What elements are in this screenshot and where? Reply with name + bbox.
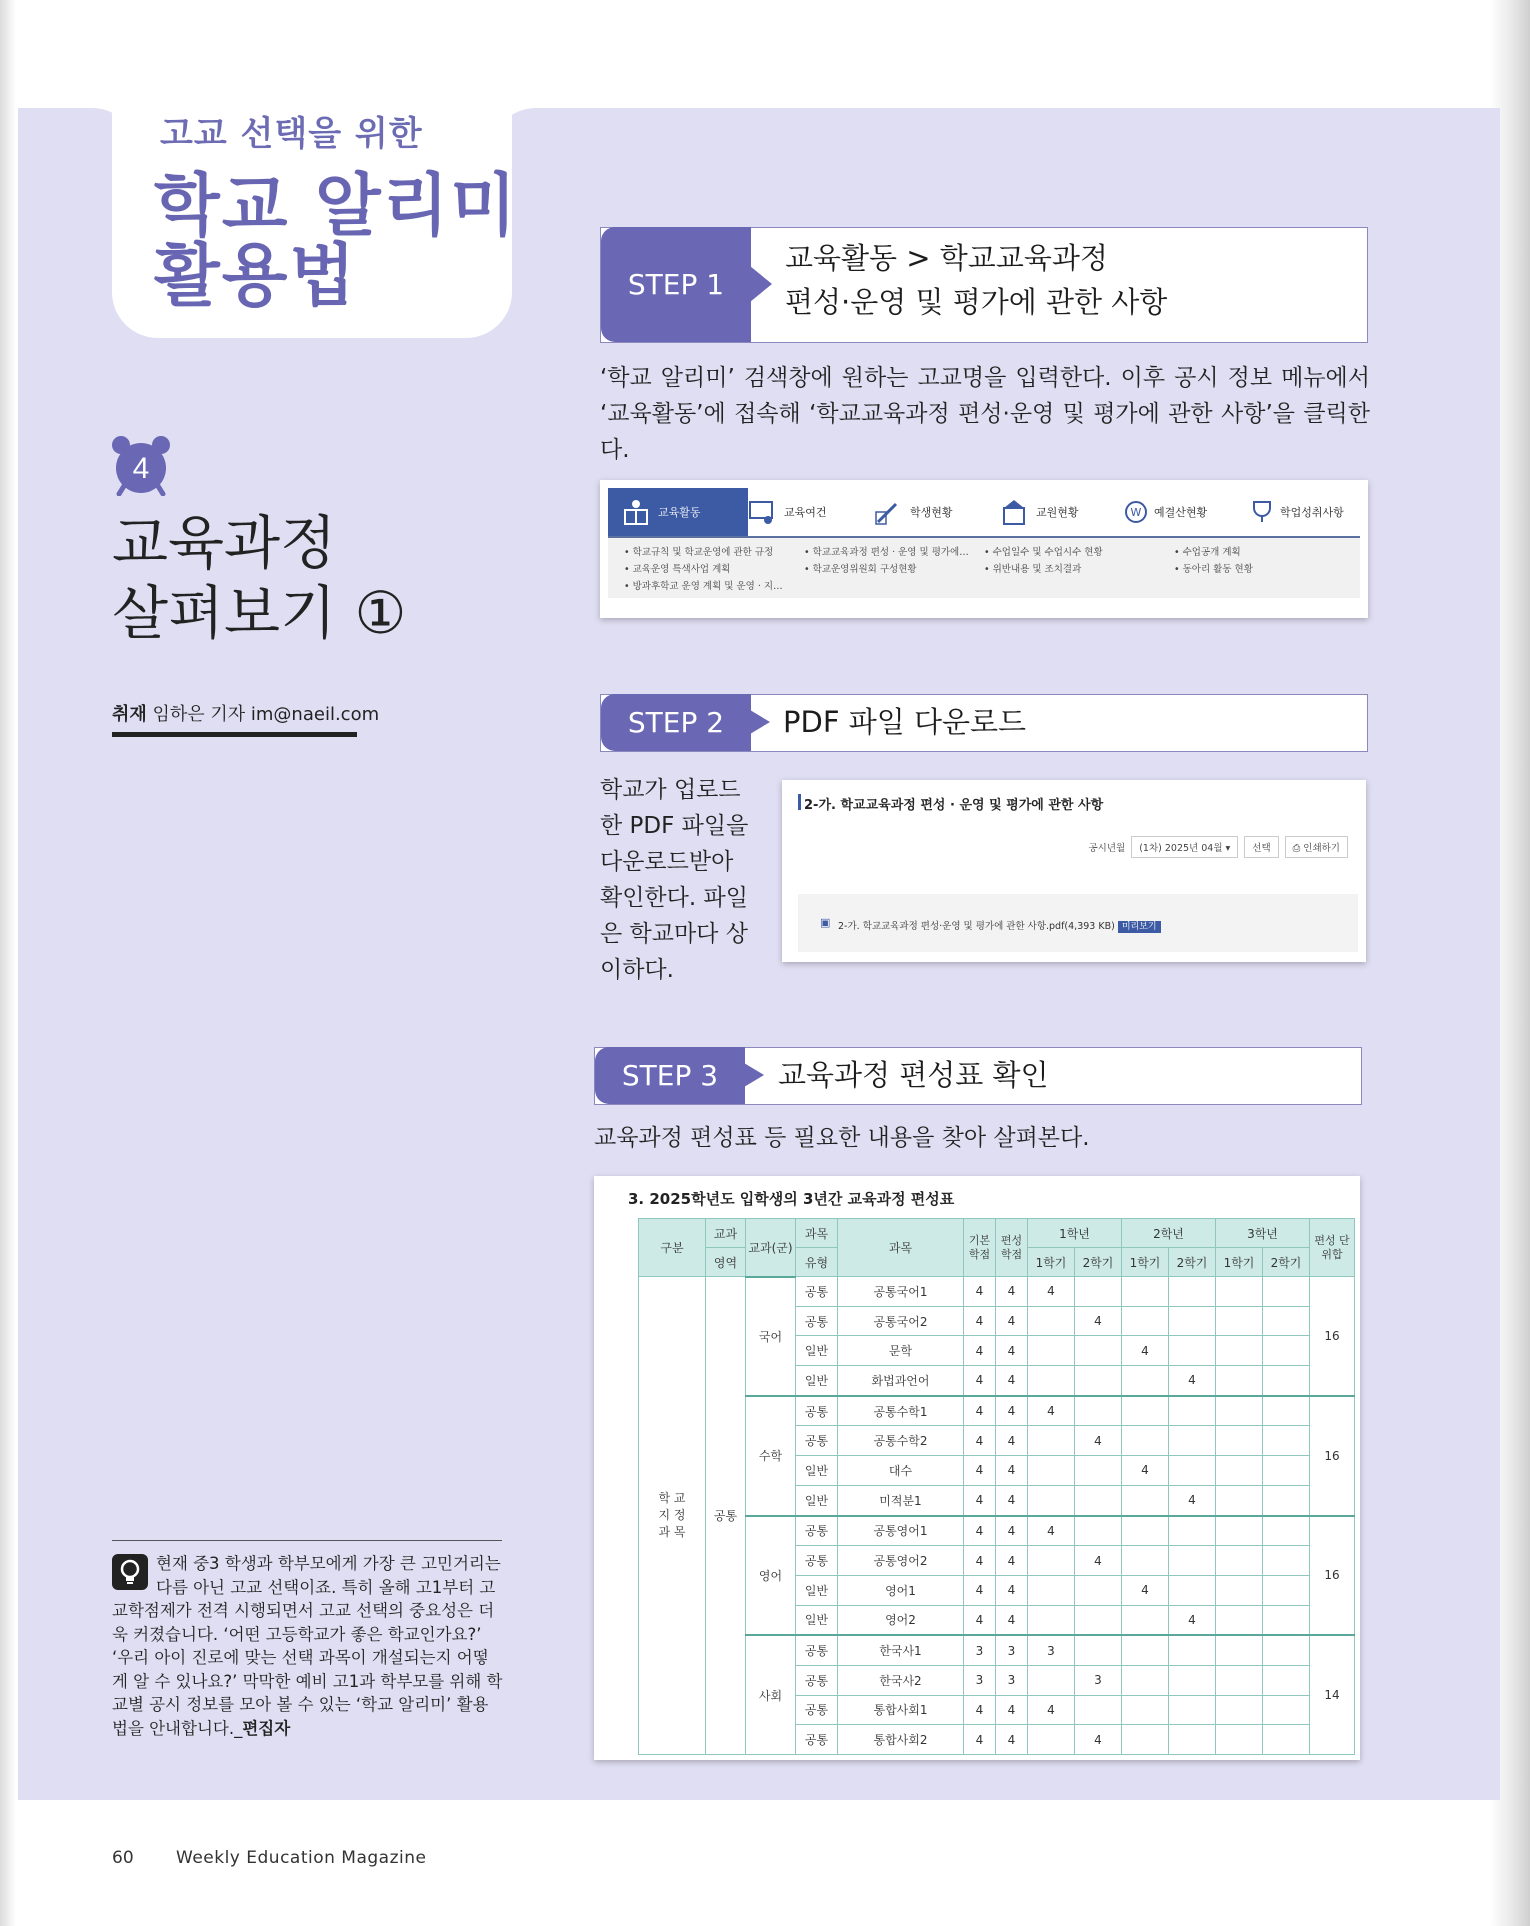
section-title-line1: 교육과정 bbox=[112, 509, 337, 577]
semester-cell: 3 bbox=[1075, 1665, 1122, 1695]
step2-tab-label: STEP 2 bbox=[627, 706, 725, 739]
semester-cell bbox=[1263, 1426, 1310, 1456]
pencil-icon bbox=[874, 498, 902, 526]
trophy-icon bbox=[1248, 498, 1276, 526]
base-credit-cell: 4 bbox=[964, 1336, 996, 1366]
header-type-top: 과목 bbox=[796, 1219, 838, 1248]
site-nav bbox=[608, 488, 1360, 538]
header-sem: 1학기 bbox=[1028, 1248, 1075, 1277]
disclosure-title: 2-가. 학교교육과정 편성 · 운영 및 평가에 관한 사항 bbox=[804, 798, 1104, 813]
byline-underline bbox=[112, 732, 357, 737]
semester-cell bbox=[1028, 1665, 1075, 1695]
submenu-col1 bbox=[624, 544, 783, 595]
semester-cell bbox=[1263, 1306, 1310, 1336]
semester-cell bbox=[1263, 1575, 1310, 1605]
intro-author: 편집자 bbox=[242, 1718, 291, 1738]
base-credit-cell: 4 bbox=[964, 1605, 996, 1635]
type-cell: 일반 bbox=[796, 1366, 838, 1396]
subject-cell: 공통수학1 bbox=[838, 1396, 964, 1426]
byline-label: 취재 bbox=[112, 704, 147, 725]
table-row bbox=[639, 1635, 1355, 1665]
semester-cell bbox=[1028, 1426, 1075, 1456]
base-credit-cell: 4 bbox=[964, 1485, 996, 1515]
book-icon bbox=[622, 498, 650, 526]
base-credit-cell: 4 bbox=[964, 1306, 996, 1336]
step2-desc: 학교가 업로드한 PDF 파일을 다운로드받아 확인한다. 파일은 학교마다 상이하다. bbox=[600, 777, 749, 983]
org-credit-cell: 4 bbox=[996, 1396, 1028, 1426]
attachment-link[interactable]: 2-가. 학교교육과정 편성·운영 및 평가에 관한 사항.pdf(4,393 KB) bbox=[838, 921, 1115, 932]
type-cell: 공통 bbox=[796, 1277, 838, 1307]
semester-cell bbox=[1216, 1725, 1263, 1755]
type-cell: 공통 bbox=[796, 1725, 838, 1755]
disclosure-date-label: 공시년월 bbox=[1088, 843, 1126, 854]
semester-cell bbox=[1122, 1665, 1169, 1695]
subject-cell: 문학 bbox=[838, 1336, 964, 1366]
semester-cell bbox=[1216, 1336, 1263, 1366]
submenu-col4 bbox=[1174, 544, 1253, 578]
semester-cell: 3 bbox=[1028, 1635, 1075, 1665]
subject-cell: 통합사회2 bbox=[838, 1725, 964, 1755]
semester-cell bbox=[1169, 1456, 1216, 1486]
base-credit-cell: 4 bbox=[964, 1366, 996, 1396]
semester-cell bbox=[1263, 1366, 1310, 1396]
semester-cell bbox=[1122, 1485, 1169, 1515]
semester-cell bbox=[1263, 1695, 1310, 1725]
svg-text:W: W bbox=[1130, 506, 1142, 519]
step3-title: 교육과정 편성표 확인 bbox=[778, 1058, 1049, 1092]
semester-cell bbox=[1028, 1725, 1075, 1755]
semester-cell bbox=[1169, 1575, 1216, 1605]
base-credit-cell: 4 bbox=[964, 1725, 996, 1755]
semester-cell bbox=[1216, 1665, 1263, 1695]
semester-cell bbox=[1263, 1516, 1310, 1546]
semester-cell bbox=[1263, 1665, 1310, 1695]
org-credit-cell: 4 bbox=[996, 1306, 1028, 1336]
subject-cell: 공통수학2 bbox=[838, 1426, 964, 1456]
semester-cell bbox=[1169, 1725, 1216, 1755]
subject-cell: 공통영어2 bbox=[838, 1546, 964, 1576]
semester-cell bbox=[1169, 1546, 1216, 1576]
select-button[interactable]: 선택 bbox=[1244, 836, 1278, 858]
site-submenu bbox=[608, 538, 1360, 598]
nav-label: 교육활동 bbox=[658, 506, 701, 519]
intro-paragraph bbox=[112, 1552, 504, 1740]
coin-icon bbox=[1122, 498, 1150, 526]
intro-text: 현재 중3 학생과 학부모에게 가장 큰 고민거리는 다름 아닌 고교 선택이죠. 특히 올해 고1부터 고교학점제가 전격 시행되면서 고교 선택의 중요성은 더욱 커졌습니다. ‘어떤 고등학교가 좋은 학교인가요?’ ‘우리 아이 진로에 맞는 선택 과목이 개설되는지 어떻게 알 수 있나요?’ 막막한 예비 고1과 학부모를 위해 학교별 공시 정보를 모아 볼 수 있는 ‘학교 알리미’ 활용법을 안내합니다._ bbox=[112, 1554, 503, 1738]
semester-cell bbox=[1122, 1277, 1169, 1307]
step2-arrow bbox=[750, 694, 772, 751]
header-subject: 과목 bbox=[838, 1219, 964, 1277]
base-credit-cell: 4 bbox=[964, 1277, 996, 1307]
page-left-edge bbox=[0, 0, 16, 1926]
submenu-link-curriculum[interactable]: • 학교교육과정 편성 · 운영 및 평가에… bbox=[804, 547, 969, 558]
type-cell: 공통 bbox=[796, 1306, 838, 1336]
subject-cell: 화법과언어 bbox=[838, 1366, 964, 1396]
title-marker bbox=[798, 794, 801, 810]
submenu-link[interactable]: • 수업공개 계획 bbox=[1174, 547, 1241, 558]
sum-cell: 16 bbox=[1310, 1516, 1355, 1636]
series-title-line2: 활용법 bbox=[154, 237, 358, 316]
semester-cell bbox=[1263, 1635, 1310, 1665]
semester-cell bbox=[1216, 1277, 1263, 1307]
semester-cell bbox=[1028, 1605, 1075, 1635]
semester-cell: 4 bbox=[1122, 1575, 1169, 1605]
base-credit-cell: 4 bbox=[964, 1426, 996, 1456]
subject-cell: 영어2 bbox=[838, 1605, 964, 1635]
curriculum-table-screenshot bbox=[594, 1176, 1360, 1760]
curriculum-table bbox=[638, 1218, 1355, 1755]
submenu-col2 bbox=[804, 544, 969, 578]
semester-cell: 4 bbox=[1075, 1546, 1122, 1576]
step3-tab-label: STEP 3 bbox=[621, 1059, 719, 1092]
semester-cell bbox=[1122, 1516, 1169, 1546]
header-sem: 1학기 bbox=[1216, 1248, 1263, 1277]
header-year3: 3학년 bbox=[1216, 1219, 1310, 1248]
subject-cell: 공통영어1 bbox=[838, 1516, 964, 1546]
semester-cell bbox=[1075, 1336, 1122, 1366]
semester-cell bbox=[1122, 1605, 1169, 1635]
section-title-line2: 살펴보기 ① bbox=[112, 579, 407, 647]
semester-cell bbox=[1122, 1366, 1169, 1396]
org-credit-cell: 4 bbox=[996, 1516, 1028, 1546]
semester-cell bbox=[1122, 1635, 1169, 1665]
semester-cell bbox=[1216, 1546, 1263, 1576]
submenu-link[interactable]: • 교육운영 특색사업 계획 bbox=[624, 564, 731, 575]
org-credit-cell: 4 bbox=[996, 1575, 1028, 1605]
base-credit-cell: 3 bbox=[964, 1635, 996, 1665]
semester-cell bbox=[1028, 1575, 1075, 1605]
submenu-link[interactable]: • 동아리 활동 현황 bbox=[1174, 564, 1253, 575]
subject-cell: 통합사회1 bbox=[838, 1695, 964, 1725]
semester-cell bbox=[1263, 1485, 1310, 1515]
org-credit-cell: 3 bbox=[996, 1665, 1028, 1695]
semester-cell bbox=[1216, 1695, 1263, 1725]
semester-cell bbox=[1216, 1306, 1263, 1336]
org-credit-cell: 4 bbox=[996, 1456, 1028, 1486]
semester-cell bbox=[1122, 1725, 1169, 1755]
submenu-link[interactable]: • 학교규칙 및 학교운영에 관한 규정 bbox=[624, 547, 774, 558]
type-cell: 일반 bbox=[796, 1575, 838, 1605]
nav-tab-education-conditions[interactable] bbox=[734, 488, 874, 536]
semester-cell: 4 bbox=[1169, 1605, 1216, 1635]
base-credit-cell: 4 bbox=[964, 1546, 996, 1576]
step1-tab bbox=[601, 227, 751, 342]
semester-cell bbox=[1122, 1426, 1169, 1456]
lightbulb-icon bbox=[112, 1554, 148, 1590]
semester-cell bbox=[1169, 1695, 1216, 1725]
org-credit-cell: 4 bbox=[996, 1485, 1028, 1515]
org-credit-cell: 4 bbox=[996, 1546, 1028, 1576]
header-area-bot: 영역 bbox=[706, 1248, 746, 1277]
disclosure-date-select[interactable]: (1차) 2025년 04월 ▾ bbox=[1131, 836, 1238, 858]
step1-title bbox=[785, 236, 1167, 324]
semester-cell: 4 bbox=[1075, 1306, 1122, 1336]
semester-cell bbox=[1075, 1516, 1122, 1546]
board-icon bbox=[748, 498, 776, 526]
nav-label: 예결산현황 bbox=[1154, 506, 1208, 519]
semester-cell bbox=[1216, 1456, 1263, 1486]
semester-cell bbox=[1216, 1485, 1263, 1515]
semester-cell: 4 bbox=[1169, 1485, 1216, 1515]
type-cell: 일반 bbox=[796, 1485, 838, 1515]
subject-cell: 공통국어2 bbox=[838, 1306, 964, 1336]
semester-cell bbox=[1028, 1456, 1075, 1486]
step2-tab bbox=[601, 694, 751, 751]
org-credit-cell: 4 bbox=[996, 1695, 1028, 1725]
header-org-credit: 편성 학점 bbox=[996, 1219, 1028, 1277]
header-sem: 2학기 bbox=[1075, 1248, 1122, 1277]
type-cell: 공통 bbox=[796, 1635, 838, 1665]
semester-cell: 4 bbox=[1169, 1366, 1216, 1396]
semester-cell bbox=[1263, 1277, 1310, 1307]
series-title-line1: 학교 알리미 bbox=[154, 167, 519, 246]
semester-cell bbox=[1263, 1336, 1310, 1366]
nav-tab-achievement[interactable] bbox=[1238, 488, 1370, 536]
semester-cell bbox=[1169, 1516, 1216, 1546]
submenu-link[interactable]: • 방과후학교 운영 계획 및 운영 · 지… bbox=[624, 581, 783, 592]
school-building-icon bbox=[1000, 498, 1028, 526]
submenu-link[interactable]: • 학교운영위원회 구성현황 bbox=[804, 564, 917, 575]
semester-cell: 4 bbox=[1075, 1426, 1122, 1456]
step1-title-line1: 교육활동 > 학교교육과정 bbox=[785, 241, 1108, 275]
subject-cell: 미적분1 bbox=[838, 1485, 964, 1515]
type-cell: 공통 bbox=[796, 1396, 838, 1426]
semester-cell bbox=[1169, 1426, 1216, 1456]
area-cell: 공통 bbox=[706, 1277, 746, 1755]
semester-cell bbox=[1263, 1605, 1310, 1635]
pdf-download-screenshot bbox=[782, 780, 1366, 962]
base-credit-cell: 4 bbox=[964, 1575, 996, 1605]
semester-cell bbox=[1216, 1396, 1263, 1426]
sum-cell: 14 bbox=[1310, 1635, 1355, 1754]
nav-tab-education-activity[interactable] bbox=[608, 488, 748, 536]
section-number: 4 bbox=[132, 452, 150, 485]
file-icon: ▣ bbox=[820, 916, 831, 929]
semester-cell bbox=[1216, 1366, 1263, 1396]
step3-arrow bbox=[744, 1047, 766, 1104]
alarm-clock-icon bbox=[110, 434, 172, 496]
curriculum-table-body bbox=[639, 1277, 1355, 1755]
semester-cell bbox=[1216, 1516, 1263, 1546]
semester-cell bbox=[1216, 1635, 1263, 1665]
sum-cell: 16 bbox=[1310, 1396, 1355, 1516]
gubun-cell: 학 교 지 정 과 목 bbox=[639, 1277, 706, 1755]
org-credit-cell: 4 bbox=[996, 1336, 1028, 1366]
semester-cell bbox=[1216, 1426, 1263, 1456]
semester-cell bbox=[1263, 1546, 1310, 1576]
semester-cell: 4 bbox=[1028, 1396, 1075, 1426]
semester-cell bbox=[1075, 1277, 1122, 1307]
semester-cell bbox=[1028, 1306, 1075, 1336]
step2-title: PDF 파일 다운로드 bbox=[783, 705, 1027, 739]
base-credit-cell: 4 bbox=[964, 1396, 996, 1426]
print-label: 인쇄하기 bbox=[1303, 843, 1340, 854]
table-row bbox=[639, 1516, 1355, 1546]
type-cell: 공통 bbox=[796, 1426, 838, 1456]
group-cell: 영어 bbox=[746, 1516, 796, 1636]
type-cell: 일반 bbox=[796, 1336, 838, 1366]
semester-cell bbox=[1169, 1665, 1216, 1695]
step1-arrow bbox=[750, 227, 774, 342]
header-sum: 편성 단위합 bbox=[1310, 1219, 1355, 1277]
semester-cell bbox=[1122, 1306, 1169, 1336]
header-group: 교과(군) bbox=[746, 1219, 796, 1277]
header-year1: 1학년 bbox=[1028, 1219, 1122, 1248]
step3-desc: 교육과정 편성표 등 필요한 내용을 찾아 살펴본다. bbox=[594, 1125, 1090, 1151]
type-cell: 공통 bbox=[796, 1665, 838, 1695]
header-base-credit: 기본 학점 bbox=[964, 1219, 996, 1277]
semester-cell: 4 bbox=[1122, 1336, 1169, 1366]
semester-cell bbox=[1122, 1396, 1169, 1426]
semester-cell bbox=[1028, 1546, 1075, 1576]
semester-cell bbox=[1169, 1277, 1216, 1307]
header-sem: 2학기 bbox=[1263, 1248, 1310, 1277]
header-year2: 2학년 bbox=[1122, 1219, 1216, 1248]
type-cell: 공통 bbox=[796, 1695, 838, 1725]
semester-cell bbox=[1028, 1336, 1075, 1366]
org-credit-cell: 4 bbox=[996, 1277, 1028, 1307]
org-credit-cell: 4 bbox=[996, 1725, 1028, 1755]
semester-cell bbox=[1122, 1546, 1169, 1576]
step1-title-line2: 편성·운영 및 평가에 관한 사항 bbox=[785, 285, 1168, 319]
semester-cell bbox=[1075, 1575, 1122, 1605]
semester-cell: 4 bbox=[1122, 1456, 1169, 1486]
nav-label: 교원현황 bbox=[1036, 506, 1079, 519]
nav-label: 교육여건 bbox=[784, 506, 827, 519]
base-credit-cell: 3 bbox=[964, 1665, 996, 1695]
semester-cell bbox=[1169, 1396, 1216, 1426]
base-credit-cell: 4 bbox=[964, 1456, 996, 1486]
semester-cell bbox=[1075, 1485, 1122, 1515]
semester-cell bbox=[1075, 1366, 1122, 1396]
semester-cell bbox=[1028, 1485, 1075, 1515]
semester-cell: 4 bbox=[1028, 1695, 1075, 1725]
subject-cell: 공통국어1 bbox=[838, 1277, 964, 1307]
submenu-link[interactable]: • 수업일수 및 수업시수 현황 bbox=[984, 547, 1103, 558]
submenu-col3 bbox=[984, 544, 1103, 578]
series-kicker: 고교 선택을 위한 bbox=[160, 114, 423, 154]
page-number: 60 bbox=[112, 1848, 134, 1868]
semester-cell bbox=[1169, 1336, 1216, 1366]
type-cell: 일반 bbox=[796, 1456, 838, 1486]
nav-label: 학생현황 bbox=[910, 506, 953, 519]
curriculum-table-title: 3. 2025학년도 입학생의 3년간 교육과정 편성표 bbox=[628, 1190, 955, 1208]
nav-label: 학업성취사항 bbox=[1280, 506, 1344, 519]
table-row bbox=[639, 1277, 1355, 1307]
header-gubun: 구분 bbox=[639, 1219, 706, 1277]
subject-cell: 영어1 bbox=[838, 1575, 964, 1605]
attachment-row bbox=[798, 894, 1358, 952]
type-cell: 일반 bbox=[796, 1605, 838, 1635]
header-sem: 1학기 bbox=[1122, 1248, 1169, 1277]
byline bbox=[112, 700, 379, 726]
site-menu-screenshot bbox=[600, 480, 1368, 618]
print-button[interactable]: ⎙ 인쇄하기 bbox=[1285, 836, 1348, 858]
disclosure-controls bbox=[1088, 836, 1348, 858]
magazine-name: Weekly Education Magazine bbox=[176, 1848, 427, 1868]
semester-cell bbox=[1263, 1725, 1310, 1755]
base-credit-cell: 4 bbox=[964, 1695, 996, 1725]
semester-cell bbox=[1075, 1605, 1122, 1635]
step1-tab-label: STEP 1 bbox=[627, 268, 725, 301]
org-credit-cell: 4 bbox=[996, 1366, 1028, 1396]
semester-cell bbox=[1075, 1396, 1122, 1426]
select-value: (1차) 2025년 04월 bbox=[1139, 843, 1223, 854]
org-credit-cell: 3 bbox=[996, 1635, 1028, 1665]
type-cell: 공통 bbox=[796, 1546, 838, 1576]
semester-cell bbox=[1169, 1306, 1216, 1336]
semester-cell bbox=[1075, 1456, 1122, 1486]
section-title bbox=[112, 508, 407, 648]
submenu-link[interactable]: • 위반내용 및 조치결과 bbox=[984, 564, 1082, 575]
preview-button[interactable]: 미리보기 bbox=[1118, 921, 1161, 933]
group-cell: 사회 bbox=[746, 1635, 796, 1754]
subject-cell: 대수 bbox=[838, 1456, 964, 1486]
base-credit-cell: 4 bbox=[964, 1516, 996, 1546]
semester-cell bbox=[1075, 1635, 1122, 1665]
type-cell: 공통 bbox=[796, 1516, 838, 1546]
nav-tab-students[interactable] bbox=[860, 488, 1000, 536]
semester-cell: 4 bbox=[1075, 1725, 1122, 1755]
semester-cell bbox=[1263, 1456, 1310, 1486]
semester-cell bbox=[1028, 1366, 1075, 1396]
semester-cell bbox=[1169, 1635, 1216, 1665]
table-row bbox=[639, 1396, 1355, 1426]
header-sem: 2학기 bbox=[1169, 1248, 1216, 1277]
semester-cell: 4 bbox=[1028, 1277, 1075, 1307]
semester-cell bbox=[1122, 1695, 1169, 1725]
semester-cell: 4 bbox=[1028, 1516, 1075, 1546]
sum-cell: 16 bbox=[1310, 1277, 1355, 1396]
group-cell: 수학 bbox=[746, 1396, 796, 1516]
org-credit-cell: 4 bbox=[996, 1426, 1028, 1456]
subject-cell: 한국사1 bbox=[838, 1635, 964, 1665]
step3-tab bbox=[595, 1047, 745, 1104]
semester-cell bbox=[1216, 1605, 1263, 1635]
nav-tab-teachers[interactable] bbox=[986, 488, 1126, 536]
nav-tab-budget[interactable] bbox=[1112, 488, 1248, 536]
header-area-top: 교과 bbox=[706, 1219, 746, 1248]
subject-cell: 한국사2 bbox=[838, 1665, 964, 1695]
step1-desc: ‘학교 알리미’ 검색창에 원하는 고교명을 입력한다. 이후 공시 정보 메뉴에서 ‘교육활동’에 접속해 ‘학교교육과정 편성·운영 및 평가에 관한 사항’을 클릭한다. bbox=[600, 365, 1370, 463]
org-credit-cell: 4 bbox=[996, 1605, 1028, 1635]
intro-divider bbox=[112, 1540, 502, 1541]
byline-text: 임하은 기자 im@naeil.com bbox=[152, 704, 380, 725]
group-cell: 국어 bbox=[746, 1277, 796, 1396]
semester-cell bbox=[1075, 1695, 1122, 1725]
header-type-bot: 유형 bbox=[796, 1248, 838, 1277]
semester-cell bbox=[1216, 1575, 1263, 1605]
semester-cell bbox=[1263, 1396, 1310, 1426]
